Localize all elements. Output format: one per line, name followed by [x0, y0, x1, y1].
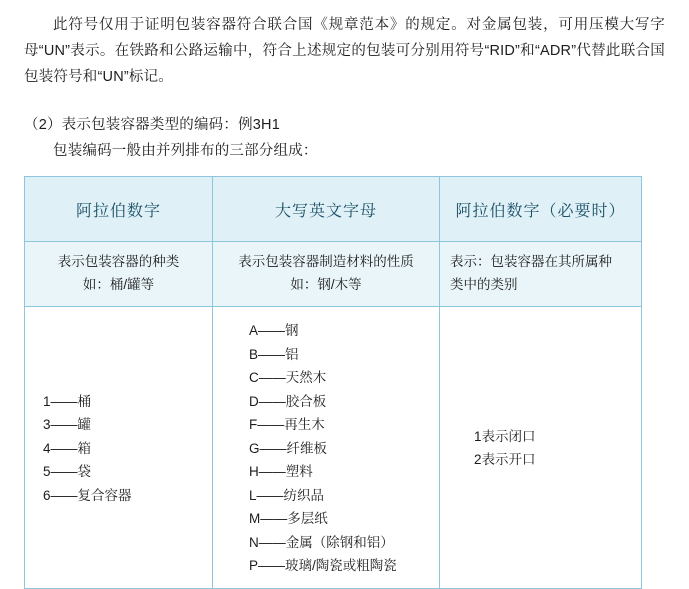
packaging-code-table	[24, 176, 642, 589]
list-item: N——金属（除钢和铝）	[249, 534, 394, 550]
subheader-line-2: 如：桶/罐等	[82, 277, 155, 292]
subheader-line-1: 表示：包装容器在其所属种	[450, 254, 612, 269]
body-cell-subtype-list	[440, 307, 642, 589]
list-item: 1表示闭口	[474, 428, 536, 444]
column-header-capital-letter: 大写英文字母	[213, 177, 440, 242]
list-item: B——铝	[249, 346, 299, 362]
list-item: 4——箱	[43, 440, 92, 456]
list-item: 1——桶	[43, 393, 92, 409]
body-cell-material-list	[213, 307, 440, 589]
subheader-cell-category	[25, 242, 213, 307]
list-item: A——钢	[249, 323, 299, 338]
subheader-line-1: 表示包装容器的种类	[57, 254, 180, 269]
list-item: 3——罐	[43, 417, 92, 432]
column-header-arabic-numeral: 阿拉伯数字	[25, 177, 213, 242]
column-header-arabic-numeral-optional: 阿拉伯数字（必要时）	[440, 177, 642, 242]
subheader-line-2: 如：钢/木等	[290, 277, 362, 292]
list-item: 5——袋	[43, 464, 92, 479]
list-item: M——多层纸	[249, 511, 328, 526]
list-item: 2表示开口	[474, 452, 536, 468]
subheader-line-2: 类中的类别	[450, 277, 518, 292]
paragraph-un-symbol: 此符号仅用于证明包装容器符合联合国《规章范本》的规定。对金属包装，可用压模大写字母“UN”表示。在铁路和公路运输中，符合上述规定的包装可分别用符号“RID”和“ADR”代替此联合国包装符号和“UN”标记。	[24, 17, 665, 85]
list-item: D——胶合板	[249, 393, 327, 409]
table-body-row	[25, 307, 642, 589]
paragraph-packaging-type-code: （2）表示包装容器类型的编码：例3H1	[24, 117, 280, 133]
subheader-line-1: 表示包装容器制造材料的性质	[238, 254, 414, 269]
list-item: G——纤维板	[249, 440, 328, 456]
subheader-cell-material	[213, 242, 440, 307]
list-item: L——纺织品	[249, 487, 325, 503]
table-subheader-row	[25, 242, 642, 307]
body-cell-category-list	[25, 307, 213, 589]
list-item: H——塑料	[249, 464, 313, 479]
subheader-cell-subtype	[440, 242, 642, 307]
paragraph-code-composition: 包装编码一般由并列排布的三部分组成：	[53, 143, 318, 159]
list-item: C——天然木	[249, 370, 327, 385]
table-header-row	[25, 177, 642, 242]
list-item: P——玻璃/陶瓷或粗陶瓷	[249, 558, 397, 573]
paragraph-spacer	[24, 90, 665, 112]
list-item: 6——复合容器	[43, 487, 132, 503]
list-item: F——再生木	[249, 417, 325, 432]
